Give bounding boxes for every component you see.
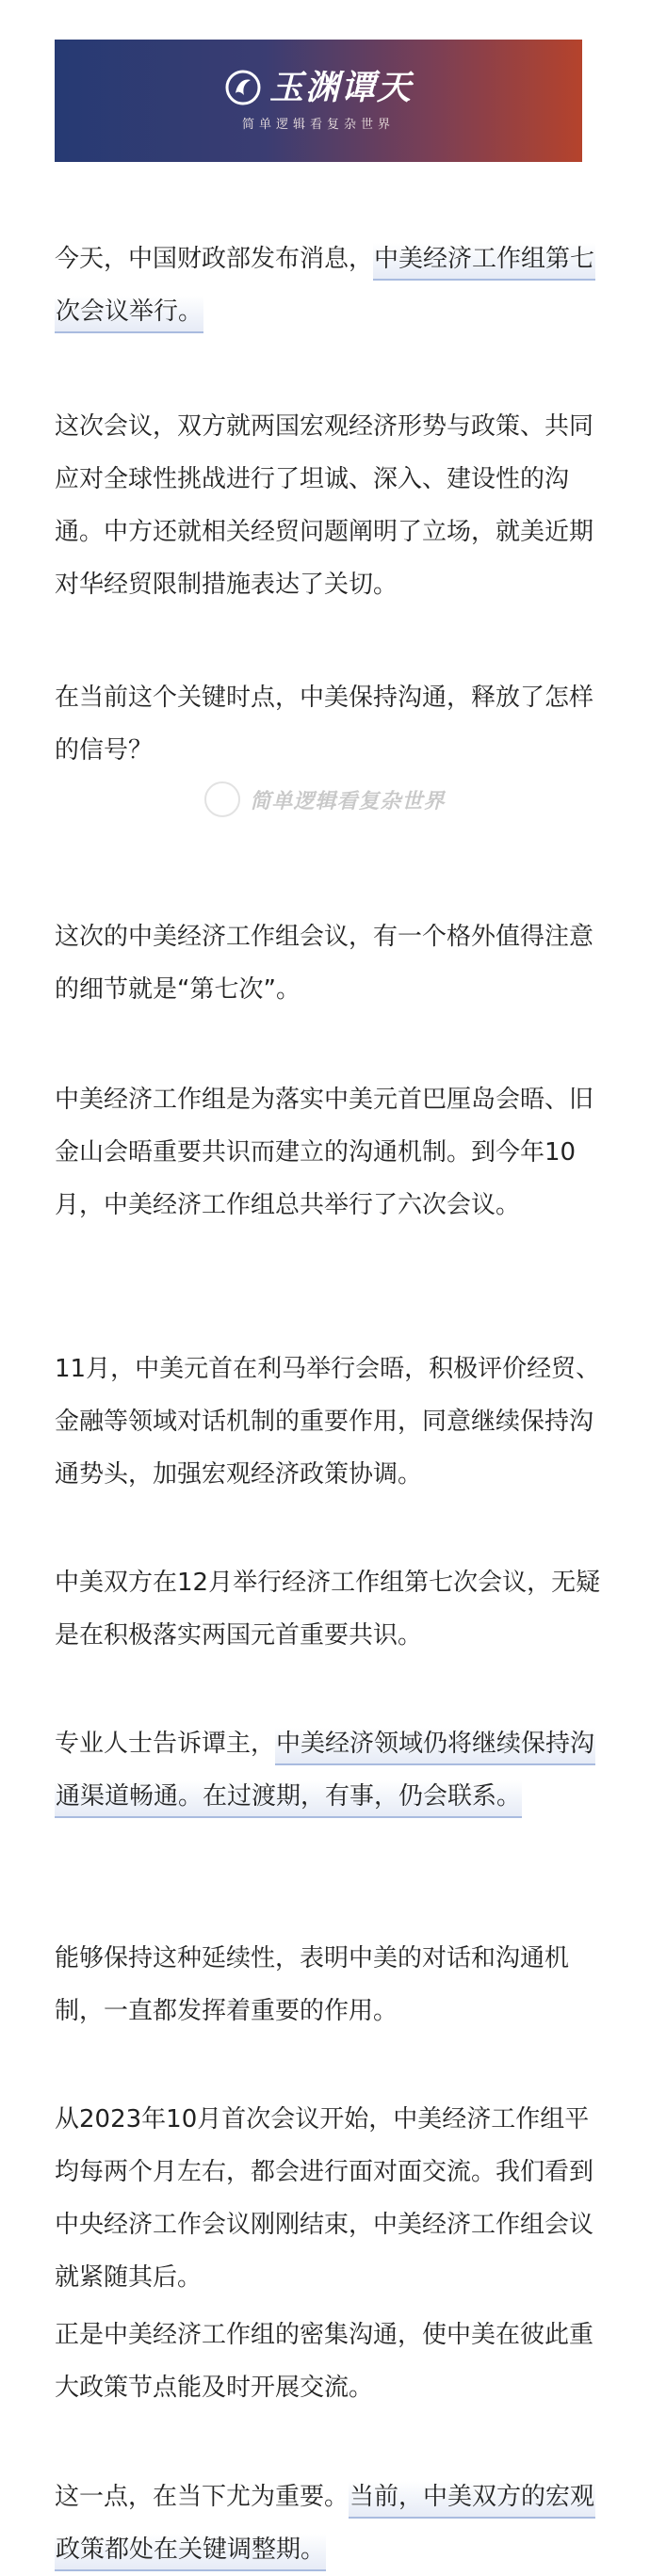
paragraph-10: 从2023年10月首次会议开始，中美经济工作组平均每两个月左右，都会进行面对面交流。我们看到中央经济工作会议刚刚结束，中美经济工作组会议就紧随其后。 [55, 2105, 594, 2292]
paragraph-6: 11月，中美元首在利马举行会晤，积极评价经贸、金融等领域对话机制的重要作用，同意继续保持沟通势头，加强宏观经济政策协调。 [55, 1355, 601, 1489]
brand-row [224, 69, 413, 106]
paragraph-7: 中美双方在12月举行经济工作组第七次会议，无疑是在积极落实两国元首重要共识。 [55, 1569, 601, 1650]
paragraph-1 [55, 233, 601, 338]
paragraph-12 [55, 2471, 601, 2576]
paragraph-4: 这次的中美经济工作组会议，有一个格外值得注意的细节就是“第七次”。 [55, 923, 594, 1004]
paragraph-5: 中美经济工作组是为落实中美元首巴厘岛会晤、旧金山会晤重要共识而建立的沟通机制。到今年10月，中美经济工作组总共举行了六次会议。 [55, 1086, 594, 1219]
paragraph-8-highlight: 中美经济领域仍将继续保持沟通渠道畅通。在过渡期，有事，仍会联系。 [55, 1728, 595, 1818]
paragraph-3: 在当前这个关键时点，中美保持沟通，释放了怎样的信号？ [55, 684, 594, 765]
paragraph-11: 正是中美经济工作组的密集沟通，使中美在彼此重大政策节点能及时开展交流。 [55, 2321, 594, 2402]
paragraph-1-highlight: 中美经济工作组第七次会议举行。 [55, 243, 595, 333]
divider-circle-icon [204, 781, 240, 817]
divider-text: 简单逻辑看复杂世界 [250, 789, 446, 813]
brand-logo-icon [224, 69, 262, 106]
brand-name: 玉渊谭天 [268, 68, 413, 107]
paragraph-12-text: 这一点，在当下尤为重要。 [55, 2483, 349, 2511]
paragraph-2: 这次会议，双方就两国宏观经济形势与政策、共同应对全球性挑战进行了坦诚、深入、建设性的沟通。中方还就相关经贸问题阐明了立场，就美近期对华经贸限制措施表达了关切。 [55, 412, 594, 599]
header-banner [55, 40, 582, 162]
brand-slogan: 简单逻辑看复杂世界 [241, 118, 395, 132]
paragraph-8 [55, 1717, 601, 1823]
section-divider [0, 779, 650, 820]
paragraph-9: 能够保持这种延续性，表明中美的对话和沟通机制，一直都发挥着重要的作用。 [55, 1944, 570, 2025]
paragraph-1-text: 今天，中国财政部发布消息， [55, 245, 374, 273]
paragraph-12-highlight: 当前，中美双方的宏观政策都处在关键调整期。 [55, 2481, 595, 2571]
paragraph-8-text: 专业人士告诉谭主， [55, 1730, 276, 1758]
